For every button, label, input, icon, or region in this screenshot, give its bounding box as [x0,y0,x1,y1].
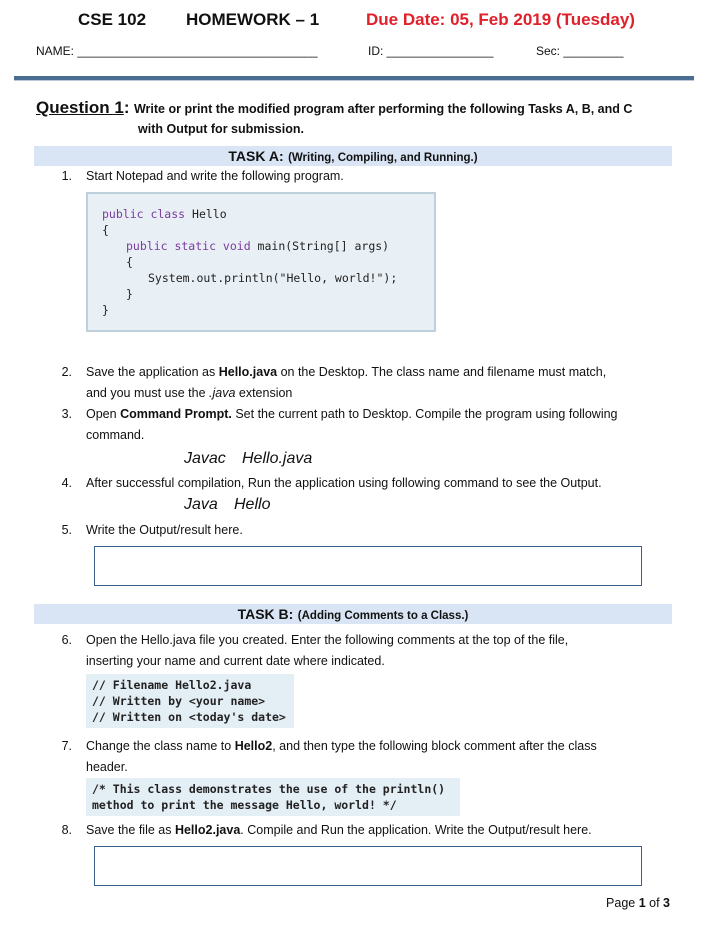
step-5-number: 5. [61,523,72,537]
run-command-2: Hello [234,496,271,513]
question-text-line2: with Output for submission. [138,122,304,136]
page-current: 1 [638,896,646,910]
step-4-text: After successful compilation, Run the application using following command to see the Output. [86,476,602,490]
step-6-number: 6. [61,633,72,647]
comment-line-2: // Written by <your name> [92,694,266,708]
course-code: CSE 102 [78,10,147,29]
page-number [606,896,670,910]
block-comment-snippet [86,778,460,816]
step-8-filename: Hello2.java [174,823,241,837]
step-8-pre: Save the file as [86,823,175,837]
step-7-line2: header. [86,760,128,774]
step-1-number: 1. [61,169,72,183]
code-line-5: System.out.println("Hello, world!"); [148,271,398,285]
output-answer-box-a[interactable] [94,546,642,586]
compile-command-1: Javac [184,450,226,467]
step-3-pre: Open [86,407,121,421]
step-7-number: 7. [61,739,72,753]
run-command-1: Java [184,496,218,513]
step-2-line2-post: extension [235,386,293,400]
step-8-number: 8. [61,823,72,837]
name-field[interactable]: NAME: ____________________________________ [36,44,318,58]
step-3-line2: command. [86,428,145,442]
step-3-number: 3. [61,407,72,421]
block-comment-line-2: method to print the message Hello, world! */ [92,798,397,812]
step-8-text [86,820,592,840]
block-comment-line-1: /* This class demonstrates the use of the println() [92,782,446,796]
code-line-7: } [102,303,109,317]
step-2-post: on the Desktop. The class name and filename must match, [277,365,607,379]
step-1-text: Start Notepad and write the following program. [86,169,344,183]
code-text: Hello [185,207,227,221]
step-2-extension: .java [209,386,236,400]
code-line-2: { [102,223,109,237]
task-a-subtitle: (Writing, Compiling, and Running.) [288,152,478,164]
step-7-line1 [86,736,672,756]
question-text-line1: Write or print the modified program after performing the following Tasks A, B, and C [133,102,633,116]
task-b-subtitle: (Adding Comments to a Class.) [297,610,469,622]
task-b-banner [34,604,672,624]
step-2-line1 [86,362,672,382]
page-word: Page [606,896,639,910]
question-colon: : [123,98,130,117]
comment-line-3: // Written on <today's date> [92,710,286,724]
step-7-pre: Change the class name to [86,739,235,753]
step-2-line2 [86,383,292,403]
step-4-number: 4. [61,476,72,490]
question-heading [36,98,632,118]
compile-command-2: Hello.java [242,450,313,467]
step-2-line2-pre: and you must use the [86,386,209,400]
code-sample-box [86,192,436,332]
question-label: Question 1 [36,98,124,117]
page-total: 3 [663,896,670,910]
step-5-text: Write the Output/result here. [86,523,243,537]
step-3-bold: Command Prompt. [120,407,232,421]
assignment-title: HOMEWORK – 1 [186,10,320,29]
task-a-banner [34,146,672,166]
code-line-3 [126,238,389,254]
task-b-title: TASK B: [237,606,294,622]
output-answer-box-b[interactable] [94,846,642,886]
comment-snippet [86,674,294,728]
code-line-1 [102,206,227,222]
id-field[interactable]: ID: ________________ [368,44,494,58]
step-7-bold: Hello2 [234,739,273,753]
header-divider [14,76,694,81]
page-of: of [645,896,664,910]
sec-field[interactable]: Sec: _________ [536,44,624,58]
step-8-post: . Compile and Run the application. Write the Output/result here. [240,823,592,837]
step-3-post: Set the current path to Desktop. Compile the program using following [231,407,618,421]
step-6-line2: inserting your name and current date where indicated. [86,654,385,668]
code-keyword: public static void [126,239,251,253]
step-3-line1 [86,404,672,424]
code-line-4: { [126,255,133,269]
step-2-pre: Save the application as [86,365,219,379]
step-7-post: , and then type the following block comment after the class [272,739,597,753]
step-2-filename: Hello.java [218,365,278,379]
code-keyword: public class [102,207,186,221]
task-a-title: TASK A: [228,148,284,164]
comment-line-1: // Filename Hello2.java [92,678,252,692]
step-6-line1: Open the Hello.java file you created. Enter the following comments at the top of the file, [86,633,569,647]
code-line-6: } [126,287,133,301]
code-text: main(String[] args) [250,239,390,253]
due-date: Due Date: 05, Feb 2019 (Tuesday) [366,10,635,29]
step-2-number: 2. [61,365,72,379]
